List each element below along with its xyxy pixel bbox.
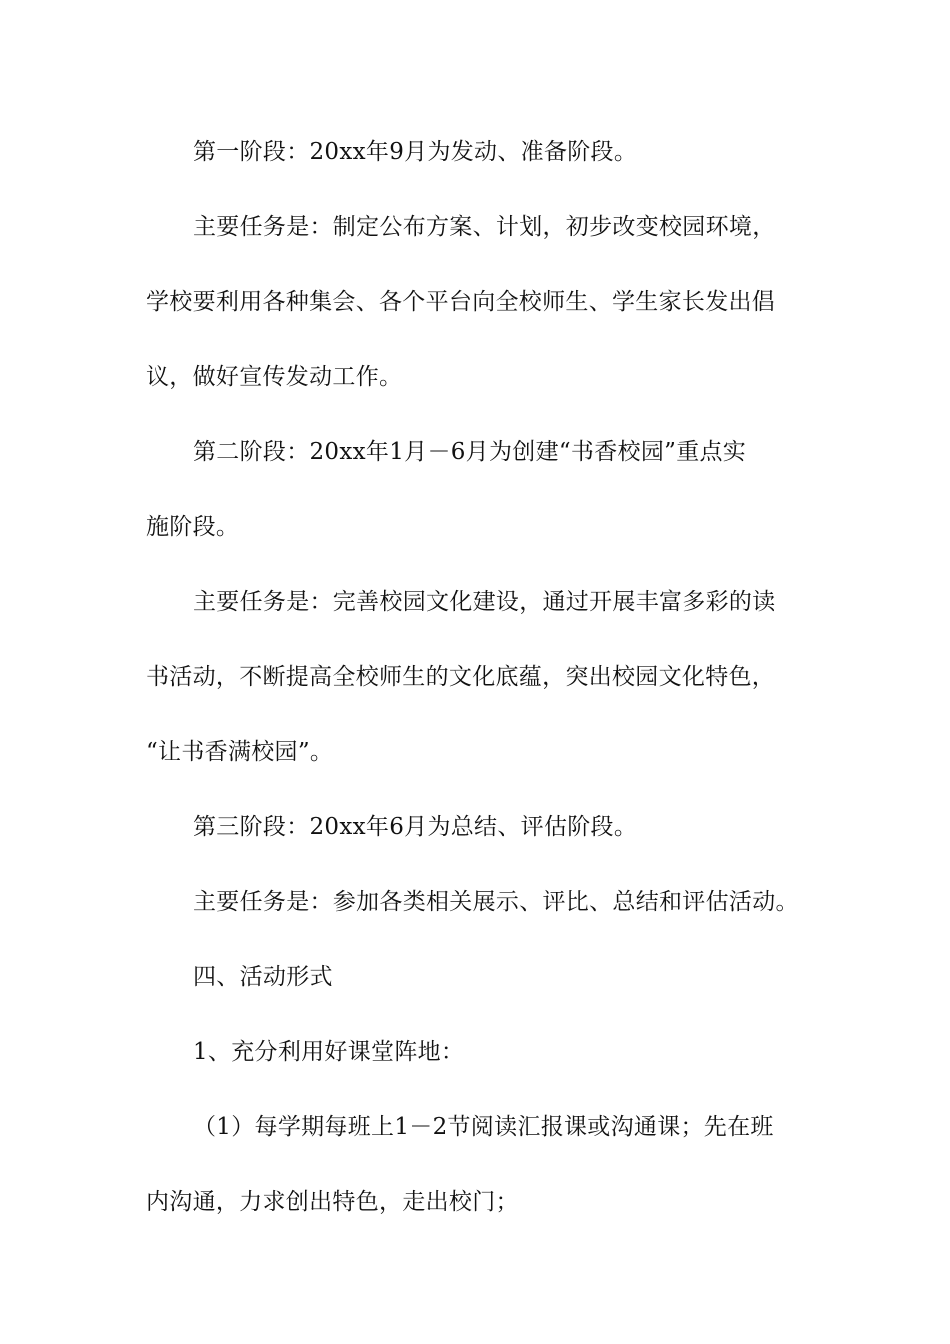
- text-line-task-two-start: 主要任务是：完善校园文化建设，通过开展丰富多彩的读: [193, 589, 776, 615]
- list-subitem-reading-class-cont: 内沟通，力求创出特色，走出校门；: [146, 1189, 519, 1215]
- text-line-phase-two-end: 施阶段。: [146, 514, 240, 540]
- list-item-classroom: 1、充分利用好课堂阵地：: [193, 1039, 465, 1065]
- section-heading-activity-forms: 四、活动形式: [193, 964, 333, 990]
- text-line-task-one-cont: 学校要利用各种集会、各个平台向全校师生、学生家长发出倡: [146, 289, 776, 315]
- text-line-phase-one: 第一阶段：20xx年9月为发动、准备阶段。: [193, 139, 638, 165]
- text-line-task-one-start: 主要任务是：制定公布方案、计划，初步改变校园环境，: [193, 214, 776, 240]
- text-line-phase-three: 第三阶段：20xx年6月为总结、评估阶段。: [193, 814, 638, 840]
- text-line-task-three: 主要任务是：参加各类相关展示、评比、总结和评估活动。: [193, 889, 799, 915]
- text-line-task-two-end: “让书香满校园”。: [146, 739, 334, 765]
- text-line-task-two-cont: 书活动，不断提高全校师生的文化底蕴，突出校园文化特色，: [146, 664, 776, 690]
- text-line-task-one-end: 议，做好宣传发动工作。: [146, 364, 403, 390]
- text-line-phase-two: 第二阶段：20xx年1月－6月为创建“书香校园”重点实: [193, 439, 747, 465]
- list-subitem-reading-class: （1）每学期每班上1－2节阅读汇报课或沟通课；先在班: [193, 1114, 774, 1140]
